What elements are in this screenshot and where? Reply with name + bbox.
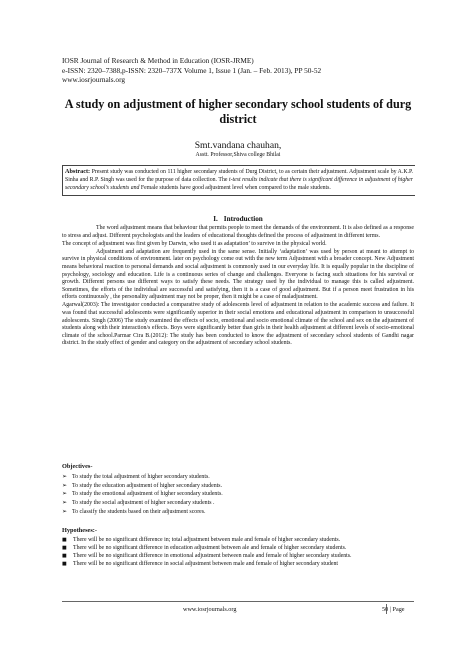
objectives-list — [62, 473, 414, 517]
list-item — [62, 473, 414, 482]
list-item — [62, 508, 414, 517]
objective-text: To study the education adjustment of higher secondary students. — [72, 482, 223, 489]
arrow-bullet-icon: ➢ — [62, 481, 68, 489]
hypothesis-text: There will be no significant difference in education adjustment between ale and female of higher secondary students. — [73, 545, 347, 551]
arrow-bullet-icon: ➢ — [62, 473, 68, 480]
abstract-italic-text: t-test results indicate that there is significant difference in adjustment of higher secondary school’s students and — [65, 177, 413, 191]
hypotheses-heading: Hypotheses:- — [62, 527, 97, 534]
journal-name: IOSR Journal of Research & Method in Education (IOSR-JRME) — [62, 56, 254, 65]
hypothesis-text: There will be no significant difference in emotional adjustment between male and female of higher secondary students. — [73, 553, 352, 559]
arrow-bullet-icon: ➢ — [62, 490, 68, 498]
arrow-bullet-icon: ➢ — [62, 507, 68, 515]
hypothesis-text: There will be no significant difference in; total adjustment between male and female of higher secondary students. — [73, 537, 341, 543]
footer-url: www.iosrjournals.org — [183, 606, 237, 613]
paper-title: A study on adjustment of higher secondary school students of durg district — [64, 97, 412, 126]
objective-text: To study the social adjustment of higher secondary students . — [72, 500, 215, 507]
page-number: 50 | Page — [382, 606, 405, 613]
paragraph: Adjustment and adaptation are frequently used in the same sense. Initially ‘adaptation’ was used by person at meant to attempt to survive in physical conditions of environment. later on psychology come out with the new term Adjustment with a broader concept. New Adjustment means behavioral reaction to personal demands and social adjustment is commonly used in our everyday life. It is equally popular in the discipline of psychology, sociology and education. Life is a continuous series of change and challenges. Everyone is facing such situations for his survival or growth. Different persons use different ways to satisfy these needs. The strategy used by the individual to manage this is called adjustment. Sometimes, the efforts of the individual are successful and satisfying, then it is a case of good adjustment. But if a person meet frustration in his efforts continuously , the personality adjustment may not be proper, then it might be a case of maladjustment. — [62, 248, 414, 301]
list-item — [62, 537, 412, 545]
author-affiliation: Asstt. Professor,Shiva college Bhilai — [195, 152, 281, 158]
arrow-bullet-icon: ➢ — [62, 499, 68, 507]
author-name: Smt.vandana chauhan, — [194, 140, 282, 151]
section-title: Introduction — [223, 215, 263, 223]
abstract-text: Present study was conducted on 111 higher secondary students of Durg District, to as certain their adjustment. Adjustment scale by A.K.P. Sinha and R.P. Singh was used for the purpose of data collection. The — [65, 169, 413, 183]
journal-url: www.iosrjournals.org — [62, 75, 126, 85]
objective-text: To study the total adjustment of higher secondary students. — [72, 474, 210, 480]
objective-text: To study the emotional adjustment of higher secondary students. — [72, 491, 223, 498]
objectives-heading: Objectives- — [62, 463, 93, 470]
square-bullet-icon: ■ — [62, 545, 67, 551]
square-bullet-icon: ■ — [62, 561, 67, 567]
hypothesis-text: There will be no significant difference in social adjustment between male and female of higher secondary student — [73, 561, 339, 567]
list-item — [62, 482, 414, 491]
square-bullet-icon: ■ — [62, 553, 67, 559]
objective-text: To classify the students based on their adjustment scores. — [72, 508, 206, 515]
list-item — [62, 499, 414, 508]
abstract-text-end: Female students have good adjustment level when compared to the male students. — [139, 185, 331, 191]
journal-issn: e-ISSN: 2320–7388,p-ISSN: 2320–737X Volume 1, Issue 1 (Jan. – Feb. 2013), PP 50-52 — [62, 65, 322, 75]
section-heading — [62, 215, 414, 223]
list-item — [62, 553, 412, 561]
hypotheses-list — [62, 537, 412, 569]
journal-header — [62, 56, 422, 85]
square-bullet-icon: ■ — [62, 537, 67, 543]
introduction-body — [62, 225, 414, 349]
abstract-box — [62, 165, 415, 196]
paragraph: The concept of adjustment was first given by Darwin, who used it as adaptation’ to survive in the physical world. — [62, 240, 327, 247]
paragraph: The word adjustment means that behaviour that permits people to meet the demands of the environment. It is also defined as a response to stress and adjust. Different psychologists and the leaders of educational thoughts defined the process of adjustment in different terms. — [62, 225, 414, 239]
footer-divider — [62, 601, 414, 602]
list-item — [62, 561, 412, 569]
list-item — [62, 545, 412, 553]
section-number: I. — [213, 215, 218, 223]
paragraph: Agarwal(2003): The investigator conducted a comparative study of adolescents level of adjustment in relation to the academic success and failure. It was found that successful adolescents were significantly superior in their social emotions and educational adjustment in comparison to unsuccessful adolescents. Singh (2006) The study examined the effects of socio, emotional and socio emotional climate of the school and sex on the adjustment of students along with their interaction/s effects. Boys were significantly better than girls in their health adjustment at different levels of socio-emotional climate of the school.Parmar Cira B.(2012): The study has been conducted to know the adjustment of secondary school students of Gandhi nagar district. In the study effect of gender and category on the adjustment of secondary school students. — [62, 302, 414, 347]
list-item — [62, 490, 414, 499]
abstract-label: Abstract: — [65, 168, 91, 175]
